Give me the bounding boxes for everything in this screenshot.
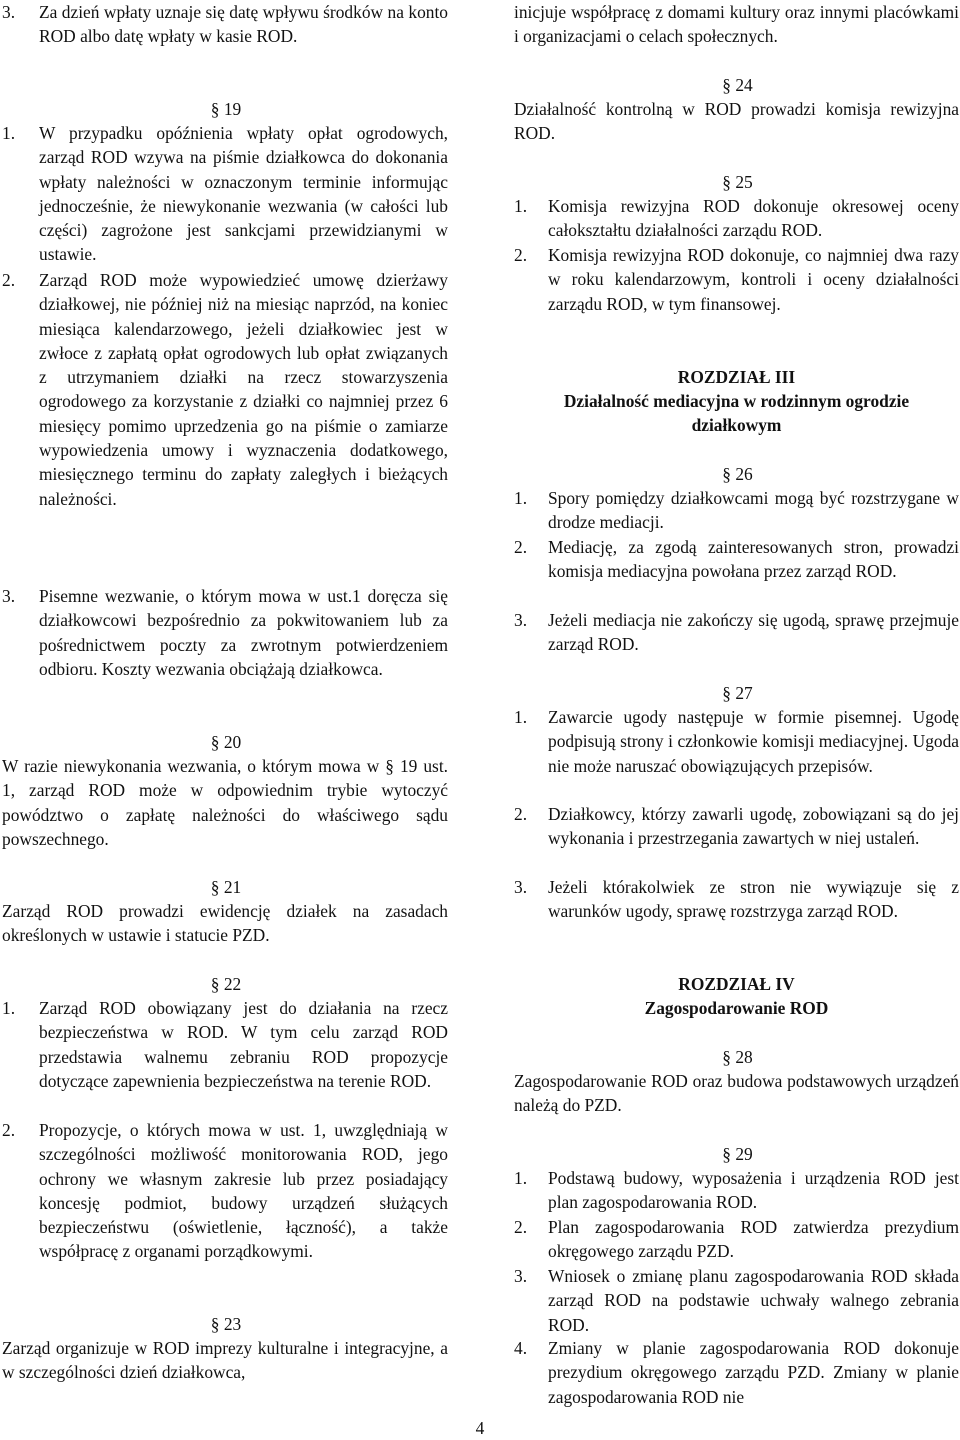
chapter-4-heading: ROZDZIAŁ IV <box>678 974 795 994</box>
item-text: Działkowcy, którzy zawarli ugodę, zobowiązani są do jej wykonania i przestrzegania zawartych w niej ustaleń. <box>548 804 959 849</box>
section-24-title: § 24 <box>722 75 753 95</box>
section-21-title: § 21 <box>210 877 242 897</box>
item-number: 2. <box>514 537 528 557</box>
item-number: 1. <box>514 196 528 216</box>
item-text: Zmiany w planie zagospodarowania ROD dokonuje prezydium okręgowego zarządu PZD. Zmiany w planie zagospodarowania ROD nie <box>548 1338 959 1407</box>
item-text: Spory pomiędzy działkowcami mogą być rozstrzygane w drodze mediacji. <box>548 488 959 533</box>
s22-item-1 <box>2 996 448 1093</box>
item-text: Plan zagospodarowania ROD zatwierdza prezydium okręgowego zarządu PZD. <box>548 1217 959 1262</box>
item-text: Komisja rewizyjna ROD dokonuje, co najmniej dwa razy w roku kalendarzowym, kontroli i oceny działalności zarządu ROD, w tym finansowej. <box>548 245 959 314</box>
item-number: 1. <box>514 707 528 727</box>
item-text: Jeżeli którakolwiek ze stron nie wywiązuje się z warunków ugody, sprawę rozstrzyga zarząd ROD. <box>548 877 959 922</box>
s19-item-3 <box>2 584 448 681</box>
item-number: 3. <box>514 1266 528 1286</box>
item-number: 2. <box>2 1120 16 1140</box>
item-text: Zarząd ROD obowiązany jest do działania na rzecz bezpieczeństwa w ROD. W tym celu zarząd ROD przedstawia walnemu zebraniu ROD propozycje dotyczące zapewnienia bezpieczeństwa na terenie ROD. <box>39 998 448 1091</box>
s19-item-1 <box>2 121 448 267</box>
item-text: Wniosek o zmianę planu zagospodarowania ROD składa zarząd ROD na podstawie uchwały walnego zebrania ROD. <box>548 1266 959 1335</box>
s22-item-2 <box>2 1118 448 1264</box>
s25-item-1 <box>514 194 959 243</box>
item-number: 1. <box>2 123 16 143</box>
chapter-3-heading: ROZDZIAŁ III <box>677 367 796 387</box>
item-number: 2. <box>514 1217 528 1237</box>
s26-item-1 <box>514 486 959 535</box>
item-text: Propozycje, o których mowa w ust. 1, uwzględniają w szczególności możliwość monitorowania ROD, jego ochrony we własnym zakresie lub przez posiadający koncesję podmiot, budowy urządzeń służących bezpieczeństwu (oświetlenie, łączność), a także współpracę z organami porządkowymi. <box>39 1120 448 1262</box>
section-23-title: § 23 <box>210 1314 242 1334</box>
section-23-text: Zarząd organizuje w ROD imprezy kulturalne i integracyjne, a w szczególności dzień działkowca, <box>2 1338 448 1383</box>
section-27-title: § 27 <box>722 683 753 703</box>
item-number: 1. <box>514 1168 528 1188</box>
section-24-text: Działalność kontrolną w ROD prowadzi komisja rewizyjna ROD. <box>514 99 959 144</box>
item-number: 1. <box>2 998 16 1018</box>
s27-item-1 <box>514 705 959 778</box>
item-number: 1. <box>514 488 528 508</box>
item-number: 2. <box>514 804 528 824</box>
item-text: Za dzień wpłaty uznaje się datę wpływu środków na konto ROD albo datę wpłaty w kasie ROD. <box>39 2 448 47</box>
s19-item-2 <box>2 268 448 511</box>
item-text: Mediację, za zgodą zainteresowanych stron, prowadzi komisja mediacyjna powołana przez zarząd ROD. <box>548 537 959 582</box>
item-text: Zarząd ROD może wypowiedzieć umowę dzierżawy działkowej, nie później niż na miesiąc naprzód, na koniec miesiąca kalendarzowego, jeżeli działkowiec jest w zwłoce z zapłatą opłat ogrodowych lub opłat związanych z utrzymaniem działki na rzecz stowarzyszenia ogrodowego za korzystanie z działki co najmniej przez 6 miesięcy pomimo uprzedzenia go na piśmie o zamiarze wypowiedzenia umowy i wyznaczenia dodatkowego, miesięcznego terminu do zapłaty zaległych i bieżących należności. <box>39 270 448 509</box>
section-25-title: § 25 <box>722 172 753 192</box>
item-number: 3. <box>514 610 528 630</box>
section-26-title: § 26 <box>722 464 753 484</box>
section-20-text: W razie niewykonania wezwania, o którym mowa w § 19 ust. 1, zarząd ROD może w odpowiednim trybie wytoczyć powództwo o zapłatę należności do właściwego sądu powszechnego. <box>2 756 448 849</box>
section-28-title: § 28 <box>722 1047 753 1067</box>
item-text: Podstawą budowy, wyposażenia i urządzenia ROD jest plan zagospodarowania ROD. <box>548 1168 959 1213</box>
item-number: 2. <box>514 245 528 265</box>
item-number: 2. <box>2 270 16 290</box>
item-number: 4. <box>514 1338 528 1358</box>
s29-item-4 <box>514 1336 959 1409</box>
s29-item-3 <box>514 1264 959 1337</box>
s27-item-2 <box>514 802 959 851</box>
s18-item-3 <box>2 0 448 49</box>
item-text: Jeżeli mediacja nie zakończy się ugodą, sprawę przejmuje zarząd ROD. <box>548 610 959 655</box>
s26-item-2 <box>514 535 959 584</box>
chapter-3-subtitle: Działalność mediacyjna w rodzinnym ogrodzie działkowym <box>563 391 910 436</box>
s26-item-3 <box>514 608 959 657</box>
item-number: 3. <box>2 2 16 22</box>
s25-item-2 <box>514 243 959 316</box>
section-28-text: Zagospodarowanie ROD oraz budowa podstawowych urządzeń należą do PZD. <box>514 1071 959 1116</box>
section-29-title: § 29 <box>722 1144 753 1164</box>
s29-item-1 <box>514 1166 959 1215</box>
section-23-continuation: inicjuje współpracę z domami kultury oraz innymi placówkami i organizacjami o celach społecznych. <box>514 2 959 47</box>
item-text: Zawarcie ugody następuje w formie pisemnej. Ugodę podpisują strony i członkowie komisji mediacyjnej. Ugoda nie może naruszać obowiązujących przepisów. <box>548 707 959 776</box>
item-number: 3. <box>2 586 16 606</box>
item-number: 3. <box>514 877 528 897</box>
section-21-text: Zarząd ROD prowadzi ewidencję działek na zasadach określonych w ustawie i statucie PZD. <box>2 901 448 946</box>
item-text: W przypadku opóźnienia wpłaty opłat ogrodowych, zarząd ROD wzywa na piśmie działkowca do dokonania wpłaty należności w oznaczonym terminie informując jednocześnie, że niewykonanie wezwania (w całości lub części) zagrożone jest sankcjami przewidzianymi w ustawie. <box>39 123 448 265</box>
s29-item-2 <box>514 1215 959 1264</box>
s27-item-3 <box>514 875 959 924</box>
section-22-title: § 22 <box>210 974 242 994</box>
section-19-title: § 19 <box>210 99 242 119</box>
item-text: Komisja rewizyjna ROD dokonuje okresowej oceny całokształtu działalności zarządu ROD. <box>548 196 959 241</box>
chapter-4-subtitle: Zagospodarowanie ROD <box>644 998 829 1018</box>
item-text: Pisemne wezwanie, o którym mowa w ust.1 doręcza się działkowcowi bezpośrednio za pokwitowaniem lub za pośrednictwem poczty za zwrotnym potwierdzeniem odbioru. Koszty wezwania obciążają działkowca. <box>39 586 448 679</box>
section-20-title: § 20 <box>210 732 242 752</box>
page-number: 4 <box>475 1418 485 1438</box>
